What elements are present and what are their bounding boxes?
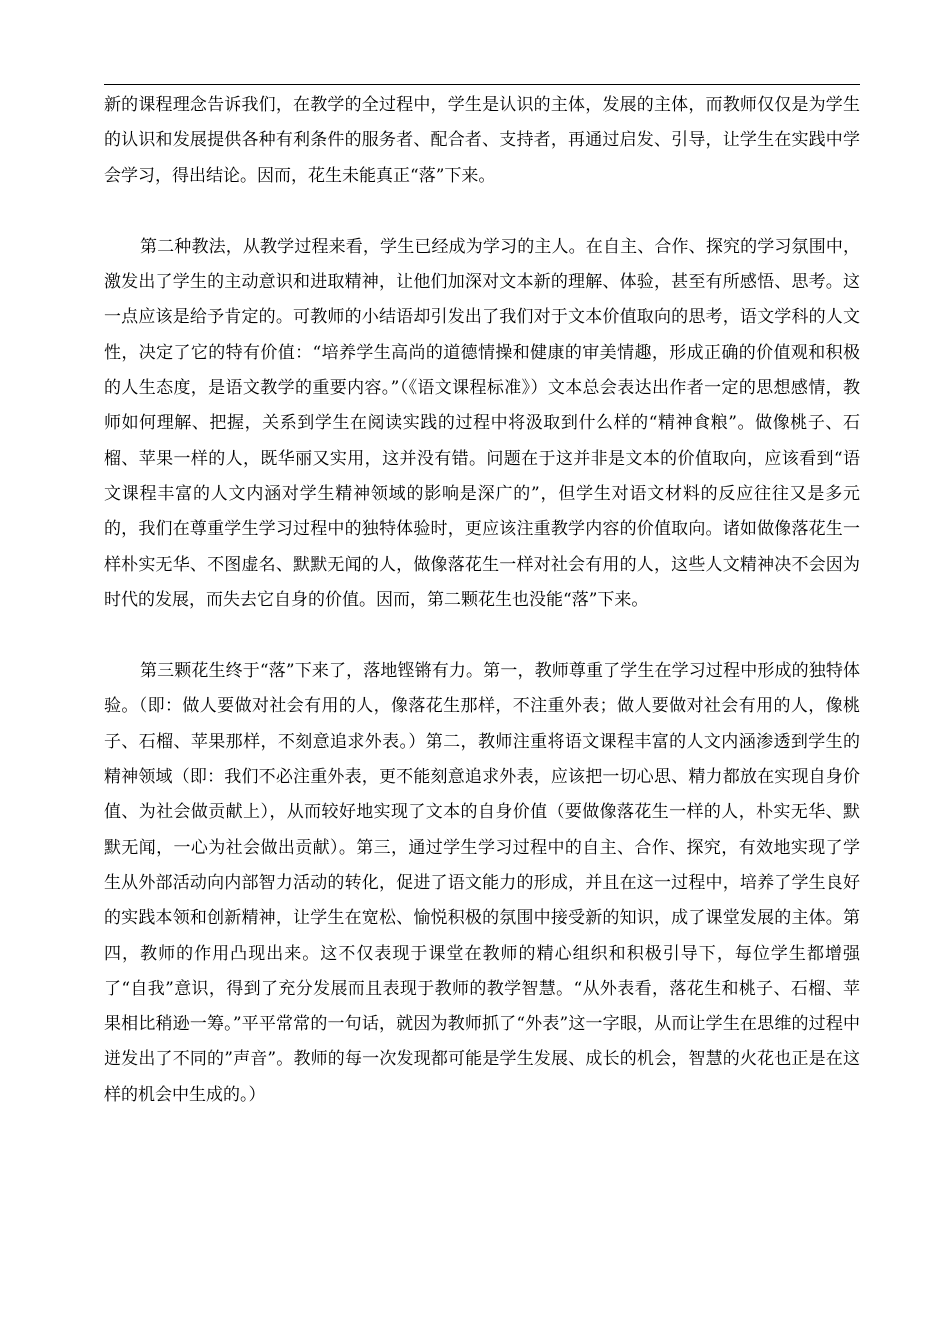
header-rule: [104, 84, 860, 85]
paragraph-third-peanut: 第三颗花生终于“落”下来了，落地铿锵有力。第一，教师尊重了学生在学习过程中形成的独特体验。（即：做人要做对社会有用的人，像落花生那样，不注重外表；做人要做对社会有用的人，像桃子、石榴、苹果那样，不刻意追求外表。）第二，教师注重将语文课程丰富的人文内涵渗透到学生的精神领域（即：我们不必注重外表，更不能刻意追求外表，应该把一切心思、精力都放在实现自身价值、为社会做贡献上），从而较好地实现了文本的自身价值（要做像落花生一样的人，朴实无华、默默无闻，一心为社会做出贡献）。第三，通过学生学习过程中的自主、合作、探究，有效地实现了学生从外部活动向内部智力活动的转化，促进了语文能力的形成，并且在这一过程中，培养了学生良好的实践本领和创新精神，让学生在宽松、愉悦积极的氛围中接受新的知识，成了课堂发展的主体。第四，教师的作用凸现出来。这不仅表现于课堂在教师的精心组织和积极引导下，每位学生都增强了“自我”意识，得到了充分发展而且表现于教师的教学智慧。“从外表看，落花生和桃子、石榴、苹果相比稍逊一筹。”平平常常的一句话，就因为教师抓了“外表”这一字眼，从而让学生在思维的过程中迸发出了不同的”声音”。教师的每一次发现都可能是学生发展、成长的机会，智慧的火花也正是在这样的机会中生成的。）: [104, 661, 860, 1105]
paragraph-gap: [104, 618, 860, 654]
paragraph-continuation: 新的课程理念告诉我们，在教学的全过程中，学生是认识的主体，发展的主体，而教师仅仅是为学生的认识和发展提供各种有利条件的服务者、配合者、支持者，再通过启发、引导，让学生在实践中学会学习，得出结论。因而，花生未能真正“落”下来。: [104, 95, 860, 186]
paragraph-second-method: 第二种教法，从教学过程来看，学生已经成为学习的主人。在自主、合作、探究的学习氛围中，激发出了学生的主动意识和进取精神，让他们加深对文本新的理解、体验，甚至有所感悟、思考。这一点应该是给予肯定的。可教师的小结语却引发出了我们对于文本价值取向的思考，语文学科的人文性，决定了它的特有价值：“培养学生高尚的道德情操和健康的审美情趣，形成正确的价值观和积极的人生态度，是语文教学的重要内容。”（《语文课程标准》）文本总会表达出作者一定的思想感情，教师如何理解、把握，关系到学生在阅读实践的过程中将汲取到什么样的“精神食粮”。做像桃子、石榴、苹果一样的人，既华丽又实用，这并没有错。问题在于这并非是文本的价值取向，应该看到“语文课程丰富的人文内涵对学生精神领域的影响是深广的”，但学生对语文材料的反应往往又是多元的，我们在尊重学生学习过程中的独特体验时，更应该注重教学内容的价值取向。诸如做像落花生一样朴实无华、不图虚名、默默无闻的人，做像落花生一样对社会有用的人，这些人文精神决不会因为时代的发展，而失去它自身的价值。因而，第二颗花生也没能“落”下来。: [104, 236, 860, 610]
paragraph-gap: [104, 194, 860, 230]
document-body: [104, 88, 860, 1113]
